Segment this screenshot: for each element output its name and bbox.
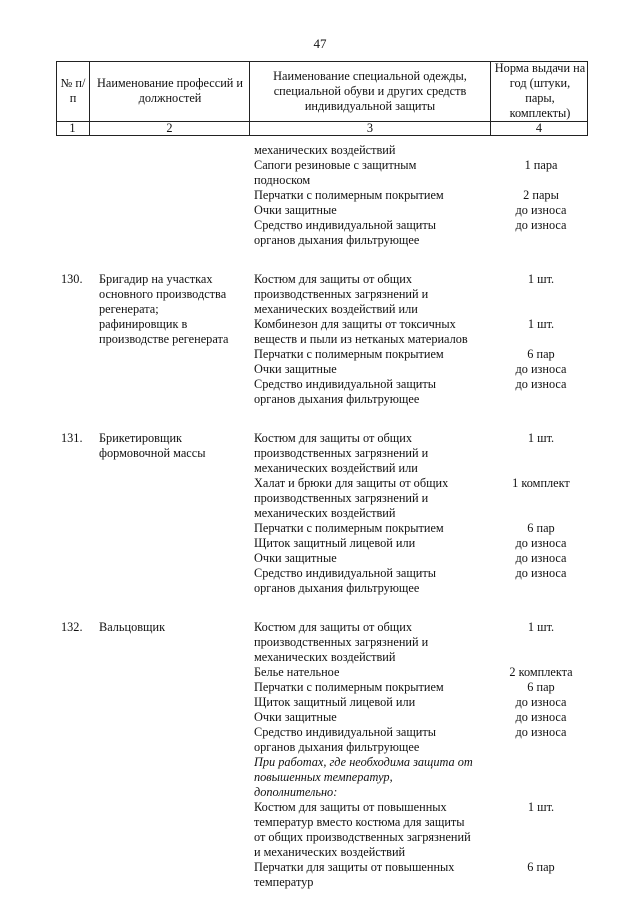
item-line: Перчатки с полимерным покрытием (254, 347, 444, 361)
entry-norm: 1 шт. (527, 317, 555, 331)
entry-item (254, 272, 494, 317)
item-line: Костюм для защиты от повышенных (254, 800, 447, 814)
item-line: При работах, где необходима защита от (254, 755, 473, 769)
entry-item (254, 755, 494, 800)
entry-norm: 6 пар (527, 680, 555, 694)
page-number: 47 (313, 36, 327, 51)
item-line: температур (254, 875, 314, 889)
entry-norm: 1 комплект (512, 476, 570, 490)
entry-norm: 6 пар (527, 860, 555, 874)
item-line: механических воздействий (254, 650, 396, 664)
entry-norm: до износа (515, 725, 567, 739)
item-line: Средство индивидуальной защиты (254, 218, 437, 232)
item-line: органов дыхания фильтрующее (254, 233, 420, 247)
continuation-norm: до износа (515, 203, 567, 217)
entry-item (254, 620, 494, 665)
row-number: 132. (61, 620, 83, 634)
entry-item (254, 860, 494, 890)
entry-item (254, 665, 494, 680)
entry-norm: до износа (515, 695, 567, 709)
entry-norm: 2 комплекта (509, 665, 573, 679)
profession-line: Брикетировщик (99, 431, 182, 445)
item-line: Костюм для защиты от общих (254, 431, 412, 445)
profession-line: Бригадир на участках (99, 272, 213, 286)
continuation-norm: 2 пары (523, 188, 559, 202)
entry-item (254, 377, 494, 407)
continuation-norm: 1 пара (524, 158, 558, 172)
item-line: органов дыхания фильтрующее (254, 581, 420, 595)
entry-norm: 1 шт. (527, 620, 555, 634)
item-line: Перчатки с полимерным покрытием (254, 680, 444, 694)
entry-norm: до износа (515, 536, 567, 550)
item-line: механических воздействий или (254, 302, 418, 316)
entry-norm: 1 шт. (527, 272, 555, 286)
entry-item (254, 695, 494, 710)
profession-line: регенерата; (99, 302, 159, 316)
profession-line: производстве регенерата (99, 332, 229, 346)
entry-norm: до износа (515, 377, 567, 391)
header-num-1: 1 (69, 121, 76, 135)
item-line: Очки защитные (254, 362, 337, 376)
entry-norm: до износа (515, 362, 567, 376)
item-line: Костюм для защиты от общих (254, 620, 412, 634)
item-line: Очки защитные (254, 551, 337, 565)
item-line: Белье нательное (254, 665, 340, 679)
profession-line: рафинировщик в (99, 317, 188, 331)
header-col-items: Наименование специальной одежды, специальной обуви и других средств индивидуальной защиты (273, 68, 467, 113)
entry-norm: до износа (515, 551, 567, 565)
table-row (0, 620, 640, 890)
item-line: Перчатки с полимерным покрытием (254, 521, 444, 535)
entry-norm: 1 шт. (527, 800, 555, 814)
table-row (0, 272, 640, 407)
header-col-norm: Норма выдачи на год (штуки, пары, комплекты) (494, 61, 586, 120)
entry-item (254, 317, 494, 347)
entry-item (254, 566, 494, 596)
entry-item (254, 521, 494, 536)
profession-name (99, 431, 249, 461)
continuation-item (254, 143, 494, 158)
entry-item (254, 362, 494, 377)
entry-norm: до износа (515, 710, 567, 724)
continuation-row (0, 143, 640, 248)
entry-item (254, 680, 494, 695)
table-header (56, 61, 588, 136)
continuation-norm: до износа (515, 218, 567, 232)
item-line: Перчатки с полимерным покрытием (254, 188, 444, 202)
item-line: органов дыхания фильтрующее (254, 740, 420, 754)
entry-norm: до износа (515, 566, 567, 580)
profession-name (99, 272, 249, 347)
item-line: Средство индивидуальной защиты (254, 377, 437, 391)
item-line: механических воздействий (254, 506, 396, 520)
item-line: Средство индивидуальной защиты (254, 566, 437, 580)
header-right-border (587, 61, 588, 136)
item-line: Щиток защитный лицевой или (254, 536, 416, 550)
continuation-item (254, 188, 494, 203)
table-row (0, 431, 640, 596)
item-line: повышенных температур, (254, 770, 393, 784)
entry-item (254, 431, 494, 476)
entry-item (254, 710, 494, 725)
item-line: от общих производственных загрязнений (254, 830, 471, 844)
continuation-item (254, 158, 494, 188)
item-line: Перчатки для защиты от повышенных (254, 860, 455, 874)
profession-line: формовочной массы (99, 446, 206, 460)
item-line: Щиток защитный лицевой или (254, 695, 416, 709)
entry-norm: 1 шт. (527, 431, 555, 445)
profession-line: основного производства (99, 287, 227, 301)
item-line: подноском (254, 173, 311, 187)
item-line: органов дыхания фильтрующее (254, 392, 420, 406)
item-line: Средство индивидуальной защиты (254, 725, 437, 739)
header-num-3: 3 (366, 121, 374, 135)
item-line: производственных загрязнений и (254, 287, 429, 301)
item-line: производственных загрязнений и (254, 635, 429, 649)
profession-name (99, 620, 249, 635)
continuation-item (254, 203, 494, 218)
entry-norm: 6 пар (527, 347, 555, 361)
entry-item (254, 536, 494, 551)
item-line: веществ и пыли из нетканых материалов (254, 332, 468, 346)
item-line: Очки защитные (254, 203, 337, 217)
row-number: 130. (61, 272, 83, 286)
item-line: температур вместо костюма для защиты (254, 815, 465, 829)
item-line: производственных загрязнений и (254, 491, 429, 505)
header-col-profession: Наименование профессий и должностей (96, 76, 244, 105)
header-col-number: № п/п (60, 76, 86, 105)
item-line: механических воздействий (254, 143, 396, 157)
item-line: Комбинезон для защиты от токсичных (254, 317, 456, 331)
entry-item (254, 551, 494, 566)
item-line: производственных загрязнений и (254, 446, 429, 460)
entry-item (254, 725, 494, 755)
header-num-2: 2 (166, 121, 173, 135)
entry-item (254, 347, 494, 362)
item-line: Костюм для защиты от общих (254, 272, 412, 286)
item-line: Очки защитные (254, 710, 337, 724)
item-line: Сапоги резиновые с защитным (254, 158, 417, 172)
entry-item (254, 800, 494, 860)
row-number: 131. (61, 431, 83, 445)
continuation-item (254, 218, 494, 248)
profession-line: Вальцовщик (99, 620, 166, 634)
item-line: механических воздействий или (254, 461, 418, 475)
header-num-4: 4 (535, 121, 543, 135)
item-line: Халат и брюки для защиты от общих (254, 476, 449, 490)
entry-norm: 6 пар (527, 521, 555, 535)
entry-item (254, 476, 494, 521)
item-line: и механических воздействий (254, 845, 406, 859)
item-line: дополнительно: (254, 785, 338, 799)
